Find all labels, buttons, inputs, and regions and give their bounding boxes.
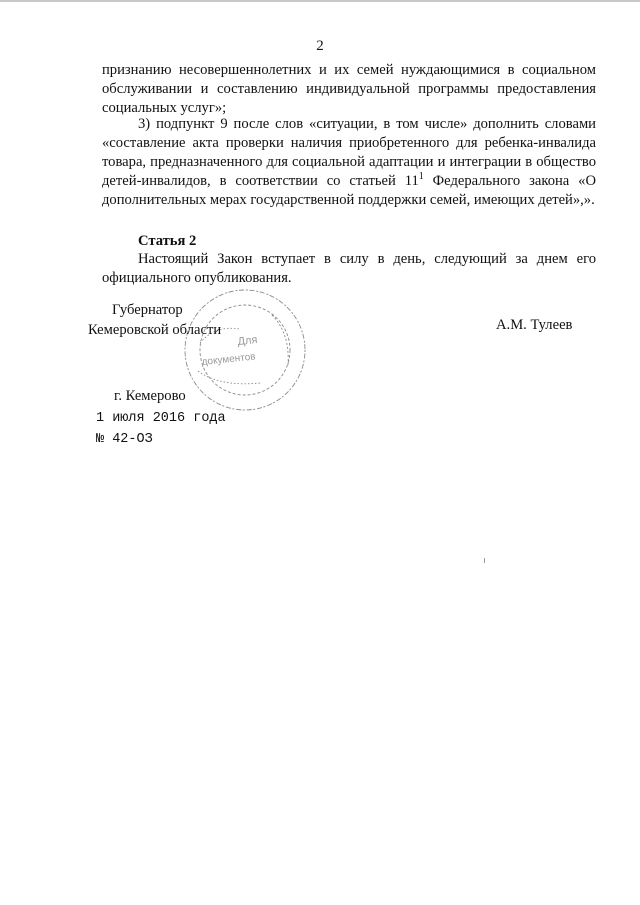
- top-border-line: [0, 0, 640, 2]
- article-superscript: 1: [418, 171, 424, 183]
- scan-artifact-mark: [484, 558, 485, 563]
- stamp-text-line-2: документов: [201, 351, 257, 368]
- article-2-heading: Статья 2: [138, 233, 197, 249]
- stamp-text-line-1: Для: [237, 333, 259, 348]
- paragraph-text: Настоящий Закон вступает в силу в день, следующий за днем его официального опубликования.: [102, 251, 596, 286]
- governor-region: Кемеровской области: [88, 322, 222, 338]
- signing-date: 1 июля 2016 года: [96, 411, 226, 426]
- paragraph-article-2: [102, 250, 596, 288]
- official-seal-stamp: [180, 285, 310, 415]
- governor-title: Губернатор: [112, 302, 183, 318]
- paragraph-text: [102, 115, 596, 210]
- page-number: 2: [316, 38, 324, 54]
- paragraph-subclause-3: [102, 115, 596, 210]
- paragraph-text-end: Федерального закона «О дополнительных мерах государственной поддержки семей, имеющих детей»,».: [102, 173, 596, 208]
- paragraph-text: признанию несовершеннолетних и их семей нуждающимися в социальном обслуживании и составлению индивидуальной программы предоставления социальных услуг»;: [102, 62, 596, 116]
- governor-name: А.М. Тулеев: [496, 317, 573, 333]
- place-of-signing: г. Кемерово: [114, 388, 186, 404]
- paragraph-continuation: [102, 61, 596, 118]
- paragraph-text-start: 3) подпункт 9 после слов «ситуации, в том числе» дополнить словами «составление акта проверки наличия приобретенного для ребенка-инвалида товара, предназначенного для социальной адаптации и интеграции в общество детей-инвалидов, в соответствии со статьей 11: [102, 116, 596, 189]
- law-number: № 42-ОЗ: [96, 432, 153, 447]
